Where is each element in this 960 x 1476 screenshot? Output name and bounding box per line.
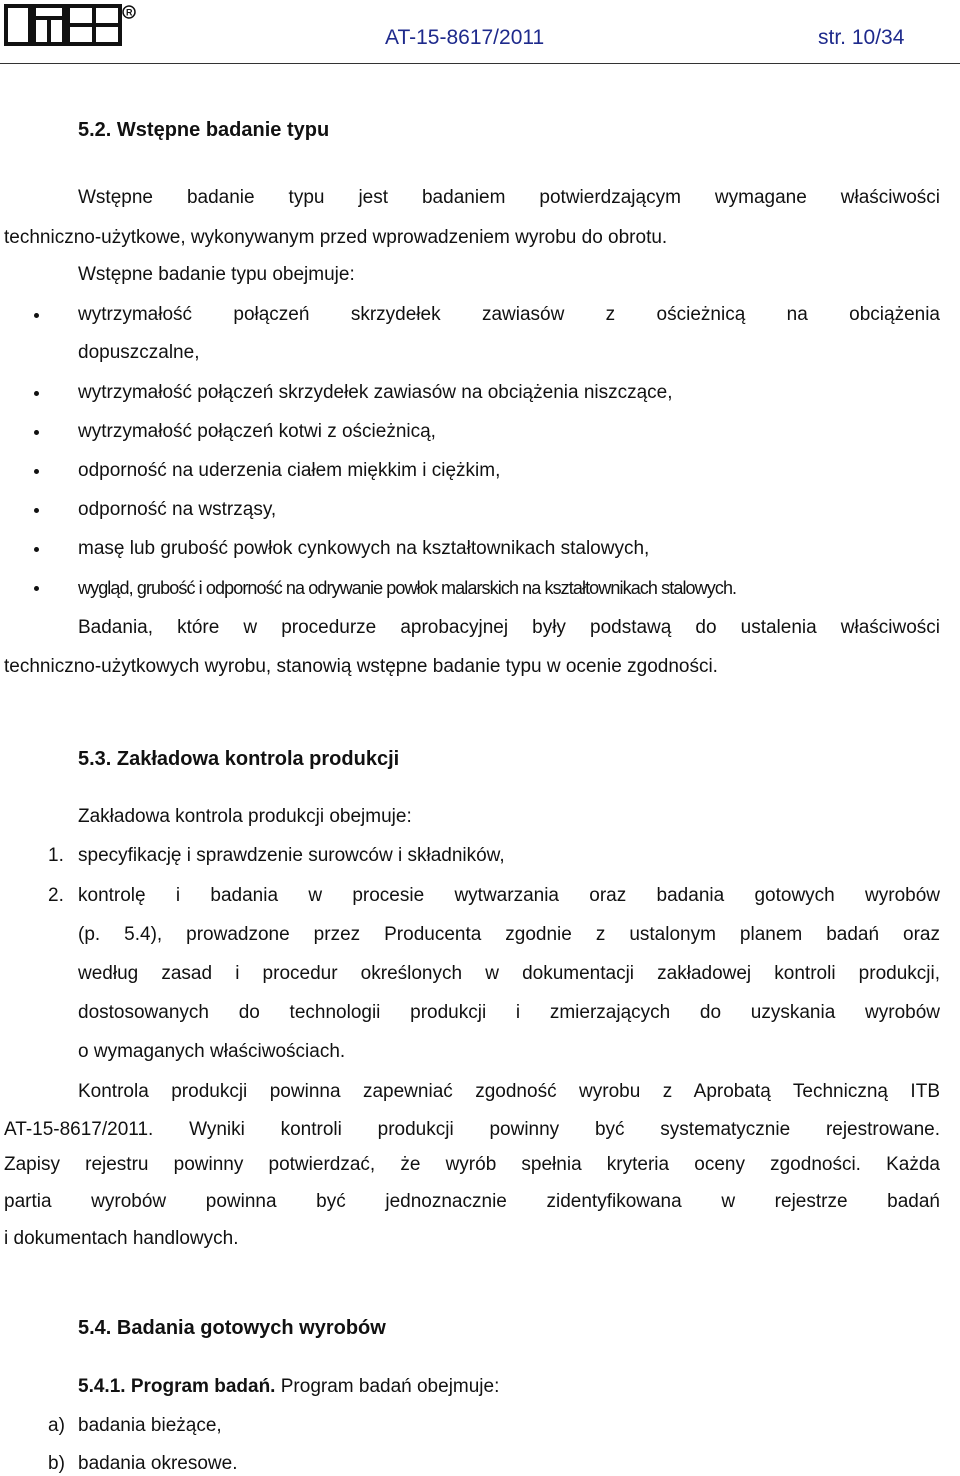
- bullet-icon: [34, 469, 39, 474]
- bullet-icon: [34, 313, 39, 318]
- list-item: wytrzymałość połączeń skrzydełek zawiasów z ościeżnicą na obciążenia: [78, 304, 940, 325]
- list-item: kontrolę i badania w procesie wytwarzania oraz badania gotowych wyrobów: [78, 885, 940, 906]
- paragraph-line: Wstępne badanie typu jest badaniem potwierdzającym wymagane właściwości: [78, 187, 940, 208]
- list-item-continuation: (p. 5.4), prowadzone przez Producenta zgodnie z ustalonym planem badań oraz: [78, 924, 940, 945]
- paragraph-line: Badania, które w procedurze aprobacyjnej były podstawą do ustalenia właściwości: [78, 617, 940, 638]
- list-item: odporność na uderzenia ciałem miękkim i ciężkim,: [78, 460, 501, 481]
- paragraph-line: techniczno-użytkowe, wykonywanym przed wprowadzeniem wyrobu do obrotu.: [4, 227, 668, 248]
- list-number: 1.: [48, 845, 64, 866]
- bullet-icon: [34, 508, 39, 513]
- list-item: specyfikację i sprawdzenie surowców i składników,: [78, 845, 505, 866]
- bullet-icon: [34, 430, 39, 435]
- bullet-icon: [34, 547, 39, 552]
- bullet-icon: [34, 391, 39, 396]
- header-divider: [0, 63, 960, 64]
- paragraph-line: AT-15-8617/2011. Wyniki kontroli produkcji powinny być systematycznie rejestrowane.: [4, 1119, 940, 1140]
- bullet-icon: [34, 586, 39, 591]
- paragraph-line: Wstępne badanie typu obejmuje:: [78, 264, 355, 285]
- subsection-line: [78, 1375, 499, 1399]
- list-item: wytrzymałość połączeń skrzydełek zawiasów na obciążenia niszczące,: [78, 382, 673, 403]
- subsection-heading: 5.4.1. Program badań.: [78, 1376, 276, 1397]
- list-item-continuation: o wymaganych właściwościach.: [78, 1041, 346, 1062]
- page-number: str. 10/34: [818, 26, 905, 49]
- page-header: [0, 0, 960, 68]
- svg-text:R: R: [126, 7, 133, 18]
- document-number: AT-15-8617/2011: [385, 26, 545, 49]
- subsection-text: Program badań obejmuje:: [275, 1376, 500, 1397]
- list-number: 2.: [48, 885, 64, 906]
- list-item: wygląd, grubość i odporność na odrywanie powłok malarskich na kształtownikach stalowych.: [78, 578, 737, 598]
- section-heading-5-4: 5.4. Badania gotowych wyrobów: [78, 1317, 386, 1339]
- paragraph-line: Zakładowa kontrola produkcji obejmuje:: [78, 806, 412, 827]
- list-label: b): [48, 1453, 65, 1474]
- paragraph-line: i dokumentach handlowych.: [4, 1228, 239, 1249]
- paragraph-line: Kontrola produkcji powinna zapewniać zgodność wyrobu z Aprobatą Techniczną ITB: [78, 1081, 940, 1102]
- list-item: odporność na wstrząsy,: [78, 499, 277, 520]
- list-item: badania okresowe.: [78, 1453, 238, 1474]
- paragraph-line: Zapisy rejestru powinny potwierdzać, że wyrób spełnia kryteria oceny zgodności. Każda: [4, 1154, 940, 1175]
- list-item: badania bieżące,: [78, 1415, 222, 1436]
- section-heading-5-2: 5.2. Wstępne badanie typu: [78, 119, 330, 141]
- list-item: masę lub grubość powłok cynkowych na kształtownikach stalowych,: [78, 538, 650, 559]
- list-item: wytrzymałość połączeń kotwi z ościeżnicą,: [78, 421, 436, 442]
- list-label: a): [48, 1415, 65, 1436]
- list-item-continuation: według zasad i procedur określonych w dokumentacji zakładowej kontroli produkcji,: [78, 963, 940, 984]
- list-item-continuation: dostosowanych do technologii produkcji i zmierzających do uzyskania wyrobów: [78, 1002, 940, 1023]
- itb-logo: [4, 4, 136, 48]
- list-item-continuation: dopuszczalne,: [78, 342, 200, 363]
- section-heading-5-3: 5.3. Zakładowa kontrola produkcji: [78, 748, 400, 770]
- paragraph-line: partia wyrobów powinna być jednoznacznie zidentyfikowana w rejestrze badań: [4, 1191, 940, 1212]
- paragraph-line: techniczno-użytkowych wyrobu, stanowią wstępne badanie typu w ocenie zgodności.: [4, 656, 718, 677]
